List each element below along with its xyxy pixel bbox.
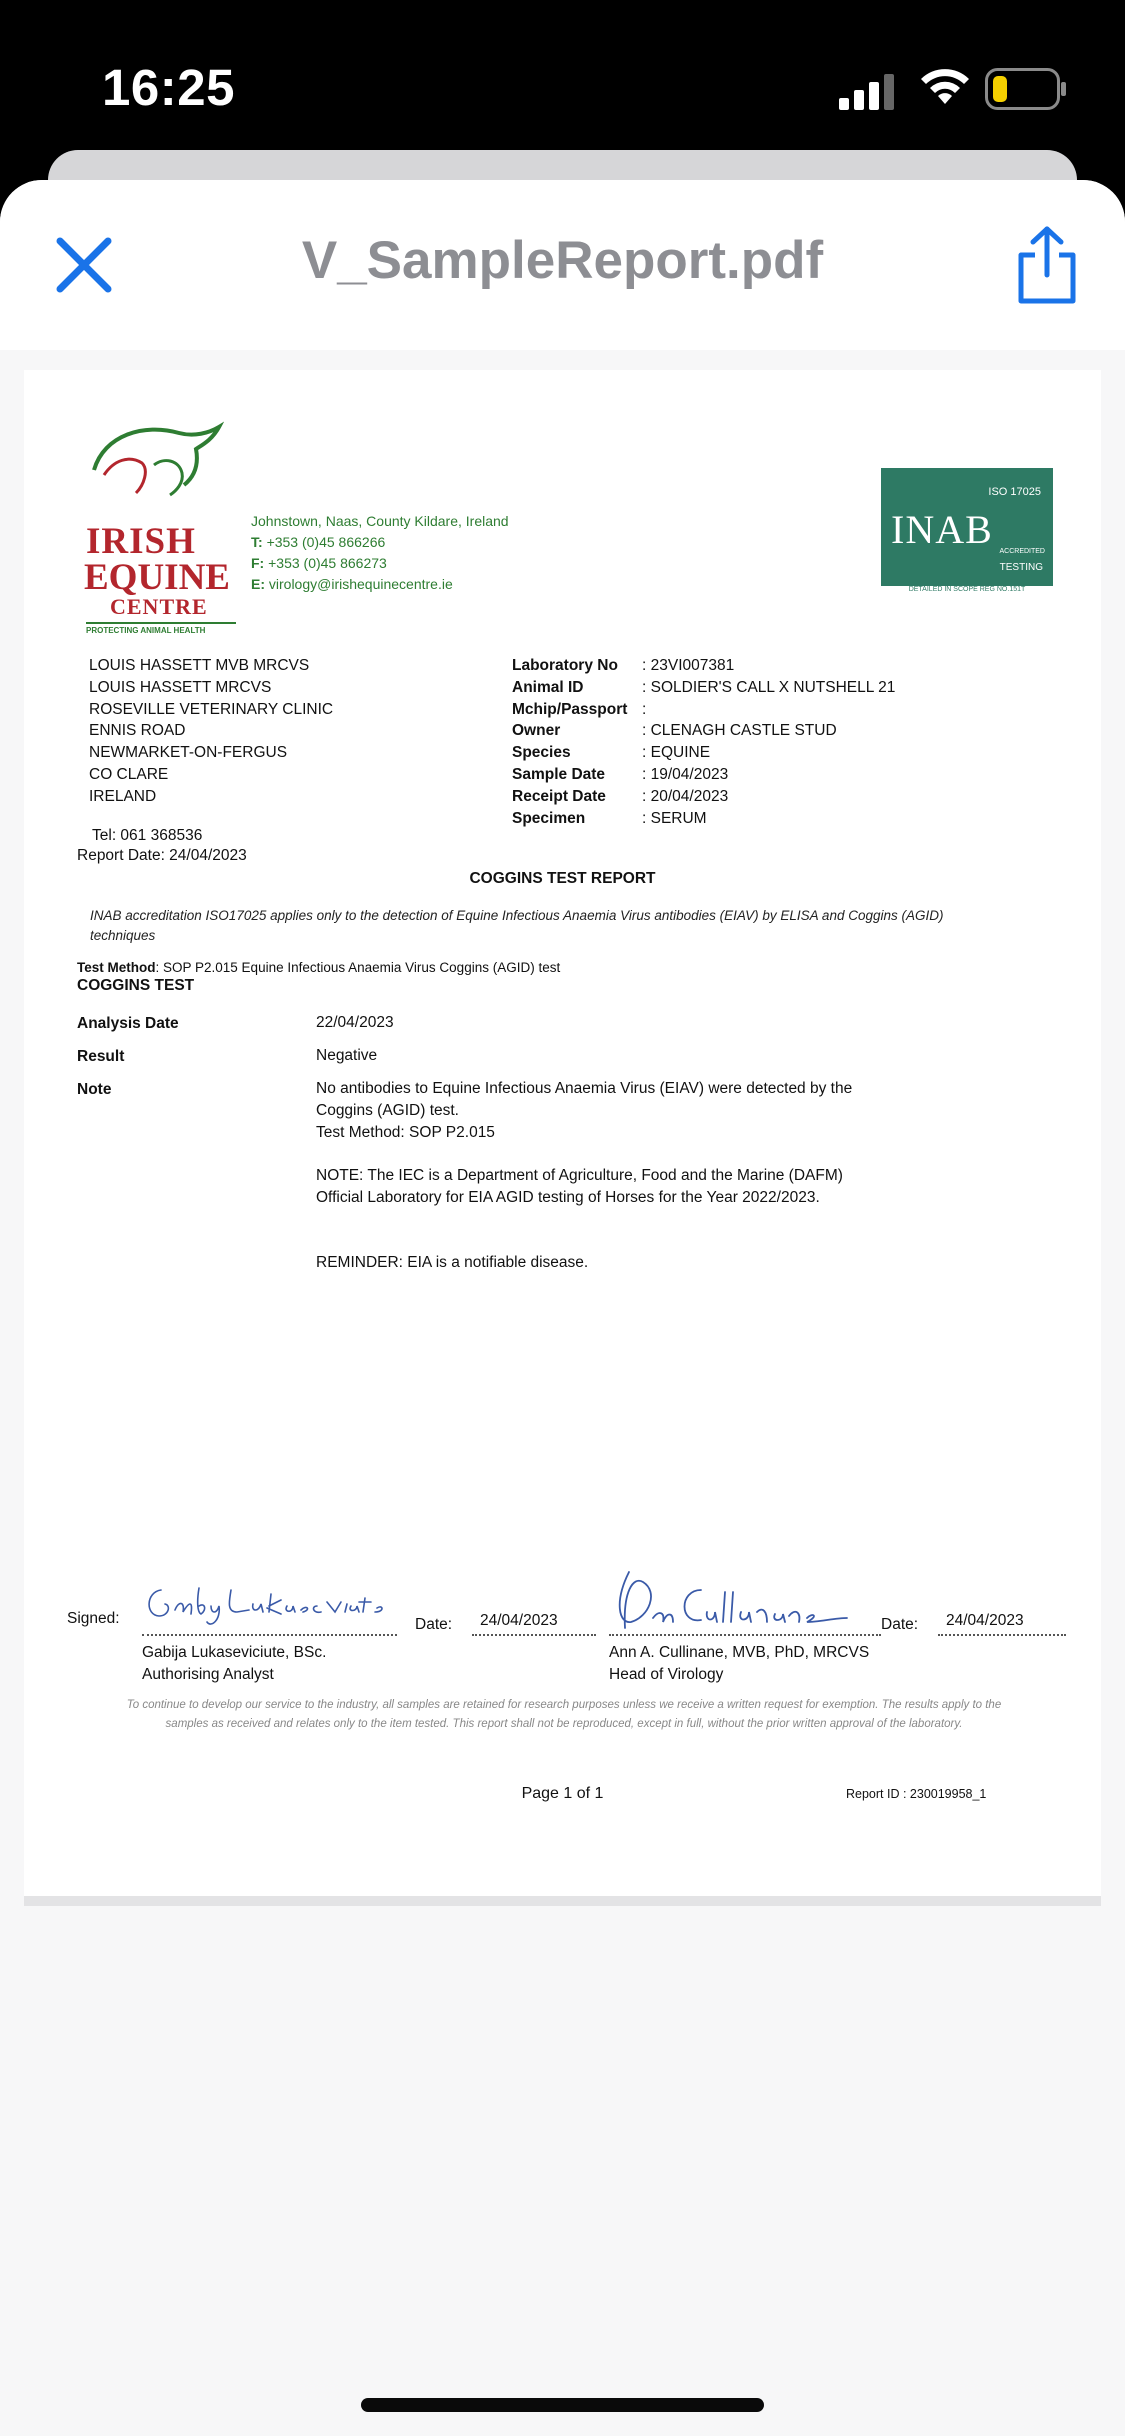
page-shadow xyxy=(24,1896,1101,1906)
logo-tagline: PROTECTING ANIMAL HEALTH xyxy=(86,622,236,635)
status-bar xyxy=(0,0,1125,150)
lab-address: Johnstown, Naas, County Kildare, Ireland xyxy=(251,513,509,529)
inab-accredited: ACCREDITED xyxy=(999,548,1045,555)
share-icon[interactable] xyxy=(1015,225,1079,305)
info-label: Animal ID xyxy=(512,678,584,696)
section-heading: COGGINS TEST xyxy=(77,977,195,994)
disclaimer: To continue to develop our service to the industry, all samples are retained for research purposes unless we receive a written request for exemption. The results apply to the samples as received and relates only to the item tested. This report shall not be reproduced, except in full, without the prior written approval of the laboratory. xyxy=(126,1699,1002,1730)
info-value: : SOLDIER'S CALL X NUTSHELL 21 xyxy=(642,678,896,696)
info-value: : EQUINE xyxy=(642,744,711,762)
signed-label: Signed: xyxy=(67,1610,120,1627)
analysis-date-label: Analysis Date xyxy=(77,1015,179,1032)
accreditation-statement: INAB accreditation ISO17025 applies only to the detection of Equine Infectious Anaemia Virus antibodies (EIAV) by ELISA and Coggins (AGID) techniques xyxy=(90,908,944,943)
head-signature xyxy=(609,1562,869,1632)
battery-icon xyxy=(985,68,1067,110)
cellular-signal-icon xyxy=(839,74,895,110)
info-value: : SERUM xyxy=(642,809,707,827)
head-name: Ann A. Cullinane, MVB, PhD, MRCVS xyxy=(609,1644,870,1661)
info-row xyxy=(512,808,895,830)
note-reminder: REMINDER: EIA is a notifiable disease. xyxy=(316,1254,589,1271)
inab-accreditation-badge xyxy=(881,468,1053,598)
pdf-page[interactable] xyxy=(24,370,1101,1900)
test-method-label: Test Method xyxy=(77,960,156,975)
page-number: Page 1 of 1 xyxy=(521,1785,604,1802)
head-sign-date: 24/04/2023 xyxy=(946,1612,1024,1629)
info-row xyxy=(512,786,895,808)
info-value: : 19/04/2023 xyxy=(642,765,729,783)
test-method xyxy=(77,960,560,975)
report-id: Report ID : 230019958_1 xyxy=(846,1787,987,1801)
inab-name: INAB xyxy=(891,507,993,552)
head-details xyxy=(609,1642,869,1686)
lab-fax: +353 (0)45 866273 xyxy=(268,555,387,571)
info-label: Mchip/Passport xyxy=(512,700,628,718)
info-label: Species xyxy=(512,744,571,762)
test-method-value: : SOP P2.015 Equine Infectious Anaemia Virus Coggins (AGID) test xyxy=(155,960,561,975)
status-time: 16:25 xyxy=(102,59,235,116)
signature-line xyxy=(609,1634,881,1636)
inab-iso: ISO 17025 xyxy=(988,486,1041,498)
analyst-signature xyxy=(141,1570,393,1632)
info-row xyxy=(512,742,895,764)
info-row xyxy=(512,764,895,786)
signature-line xyxy=(142,1634,397,1636)
address-line: LOUIS HASSETT MRCVS xyxy=(89,678,272,696)
sample-info-table xyxy=(512,655,895,829)
date-label: Date: xyxy=(415,1616,453,1633)
wifi-icon xyxy=(918,64,972,108)
analyst-name: Gabija Lukaseviciute, BSc. xyxy=(142,1644,327,1661)
logo-text-equine: EQUINE xyxy=(84,557,230,598)
tel-label: T: xyxy=(251,534,263,550)
document-title: V_SampleReport.pdf xyxy=(301,231,824,290)
inab-scope: DETAILED IN SCOPE REG NO.151T xyxy=(908,586,1026,593)
address-line: CO CLARE xyxy=(89,765,169,783)
email-label: E: xyxy=(251,576,265,592)
analysis-date-value: 22/04/2023 xyxy=(316,1014,394,1031)
info-label: Owner xyxy=(512,722,561,740)
recipient-address xyxy=(89,655,333,808)
recipient-tel: Tel: 061 368536 xyxy=(92,827,203,844)
report-date: Report Date: 24/04/2023 xyxy=(77,847,247,864)
note-method: Test Method: SOP P2.015 xyxy=(316,1124,495,1141)
note-dafm: NOTE: The IEC is a Department of Agriculture, Food and the Marine (DAFM) Official Laboratory for EIA AGID testing of Horses for the Year 2022/2023. xyxy=(316,1167,843,1206)
info-row xyxy=(512,699,895,721)
address-line: IRELAND xyxy=(89,787,157,805)
info-row xyxy=(512,720,895,742)
info-label: Laboratory No xyxy=(512,657,618,674)
logo-text-irish: IRISH xyxy=(86,521,196,562)
result-label: Result xyxy=(77,1048,125,1065)
address-line: ROSEVILLE VETERINARY CLINIC xyxy=(89,700,334,718)
inab-testing: TESTING xyxy=(999,562,1043,573)
lab-tel: +353 (0)45 866266 xyxy=(266,534,386,550)
date-label: Date: xyxy=(881,1616,919,1633)
info-row xyxy=(512,655,895,677)
lab-contact xyxy=(251,511,509,595)
info-label: Specimen xyxy=(512,809,586,827)
analyst-details xyxy=(142,1642,326,1686)
pdf-preview-sheet xyxy=(0,180,1125,2436)
home-indicator[interactable] xyxy=(361,2398,764,2412)
info-value: : CLENAGH CASTLE STUD xyxy=(642,722,837,740)
info-label: Receipt Date xyxy=(512,787,606,805)
address-line: ENNIS ROAD xyxy=(89,722,186,740)
head-role: Head of Virology xyxy=(609,1665,724,1683)
analyst-sign-date: 24/04/2023 xyxy=(480,1612,558,1629)
lab-email: virology@irishequinecentre.ie xyxy=(268,576,453,592)
info-value: : 20/04/2023 xyxy=(642,787,729,805)
fax-label: F: xyxy=(251,555,265,571)
analyst-role: Authorising Analyst xyxy=(142,1665,274,1683)
address-line: NEWMARKET-ON-FERGUS xyxy=(89,744,288,762)
info-row xyxy=(512,677,895,699)
info-label: Sample Date xyxy=(512,765,606,783)
note-label: Note xyxy=(77,1081,112,1098)
report-title: COGGINS TEST REPORT xyxy=(469,870,656,887)
date-line xyxy=(938,1634,1066,1636)
pdf-content xyxy=(24,370,1101,1900)
info-value: : 23VI007381 xyxy=(642,657,735,674)
date-line xyxy=(472,1634,596,1636)
note-text: No antibodies to Equine Infectious Anaemia Virus (EIAV) were detected by the Coggins (AGID) test. xyxy=(316,1080,853,1119)
nav-bar xyxy=(0,180,1125,350)
horse-logo-icon xyxy=(84,415,224,505)
result-value: Negative xyxy=(316,1047,378,1064)
info-value: : xyxy=(642,700,647,718)
logo-text-centre: CENTRE xyxy=(110,594,208,619)
address-line: LOUIS HASSETT MVB MRCVS xyxy=(89,657,310,674)
